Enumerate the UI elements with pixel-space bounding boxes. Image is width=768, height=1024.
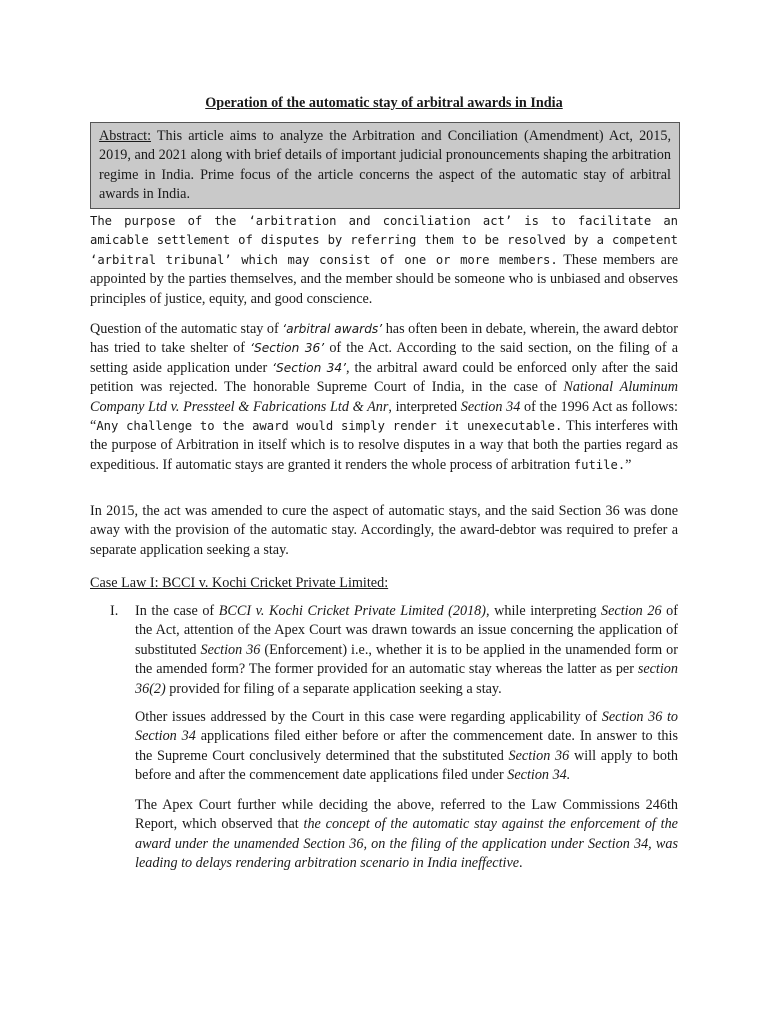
- section-ref: Section 36: [200, 641, 261, 658]
- section-ref: Section 34.: [507, 767, 571, 784]
- section-ref: section 36(2): [135, 661, 678, 697]
- text-run: The Apex Court further while deciding the above, referred to the Law Commissions 246th Report, which observed that: [135, 797, 678, 833]
- text-run: ”: [625, 456, 632, 473]
- section-ref: Section 26: [601, 603, 662, 619]
- text-run: of the Act. According to the said section, on the filing of a setting aside application under: [90, 340, 678, 376]
- text-run: , while interpreting: [485, 603, 602, 619]
- text-run: ‘arbitral awards’: [282, 322, 383, 336]
- text-run: ‘Section 36’: [250, 341, 325, 356]
- text-run: provided for filing of a separate application seeking a stay.: [165, 680, 502, 697]
- text-run: ‘Section 34’: [272, 360, 346, 375]
- abstract-box: [90, 122, 680, 209]
- case-name: National Aluminum Company Ltd v. Pressteel & Fabrications Ltd & Anr: [90, 379, 678, 415]
- section-ref: Section 34: [460, 398, 521, 415]
- text-run: applications filed either before or after the commencement date. In answer to this the Supreme Court conclusively determined that the substituted: [135, 728, 678, 764]
- text-run: In the case of: [135, 603, 219, 619]
- case-name: BCCI v. Kochi Cricket Private Limited (2018): [218, 603, 486, 619]
- text-run: of the 1996 Act as follows: “: [90, 398, 678, 435]
- paragraph-purpose-part-b: These members are appointed by the parties themselves, and the member should be someone who is unbiased and observes principles of justice, equity, and good conscience.: [90, 251, 678, 307]
- paragraph-purpose-part-a: The purpose of the ‘arbitration and conciliation act’ is to facilitate an amicable settlement of disputes by referring them to be resolved by a competent ‘arbitral tribunal’ which may consist of one or more members.: [90, 214, 678, 267]
- paragraph-2015-amendment: In 2015, the act was amended to cure the aspect of automatic stays, and the said Section 36 was done away with the provision of the automatic stay. Accordingly, the award-debtor was required to prefer a separate application seeking a stay.: [90, 503, 678, 558]
- paragraph-other-issues: [135, 708, 678, 786]
- paragraph-law-commission: [135, 796, 678, 874]
- text-run: , the arbitral award could be enforced only after the said petition was rejected. The honorable Supreme Court of India, in the case of: [90, 359, 678, 396]
- quote-run: futile.: [573, 457, 626, 472]
- text-run: (Enforcement) i.e., whether it is to be applied in the unamended form or the amended form? The former provided for an automatic stay whereas the latter as per: [135, 641, 679, 678]
- list-item-bcci: [135, 602, 678, 699]
- abstract-text: This article aims to analyze the Arbitration and Conciliation (Amendment) Act, 2015, 2019, and 2021 along with brief details of important judicial pronouncements shaping the arbitration regime in India. Prime focus of the article concerns the aspect of the automatic stay of arbitral awards in India.: [99, 128, 671, 203]
- section-ref: Section 36 to Section 34: [135, 709, 678, 745]
- quoted-observation: the concept of the automatic stay against the enforcement of the award under the unamended Section 36, on the filing of the application under Section 34, was leading to delays rendering arbitration scenario in India ineffective: [135, 816, 678, 872]
- abstract-label: Abstract:: [99, 128, 152, 144]
- text-run: This interferes with the purpose of Arbitration in itself which is to resolve disputes in a way that both the parties regard as expeditious. If automatic stays are granted it renders the whole process of arbitration: [90, 418, 678, 473]
- paragraph-automatic-stay: [90, 320, 678, 475]
- text-run: of the Act, attention of the Apex Court was drawn towards an issue concerning the application of substituted: [135, 603, 678, 658]
- case-law-heading: Case Law I: BCCI v. Kochi Cricket Private Limited:: [90, 575, 389, 591]
- text-run: will apply to both before and after the commencement date applications filed under: [135, 747, 678, 784]
- quote-run: Any challenge to the award would simply render it unexecutable.: [96, 419, 563, 434]
- page-title: Operation of the automatic stay of arbitral awards in India: [205, 95, 563, 111]
- section-ref: Section 36: [508, 747, 570, 764]
- paragraph-purpose: [90, 212, 678, 309]
- text-run: Question of the automatic stay of: [90, 321, 283, 337]
- text-run: has often been in debate, wherein, the award debtor has tried to take shelter of: [90, 321, 679, 357]
- text-run: .: [519, 855, 523, 872]
- text-run: Other issues addressed by the Court in this case were regarding applicability of: [135, 709, 602, 725]
- list-marker: I.: [110, 603, 119, 619]
- text-run: , interpreted: [388, 398, 461, 415]
